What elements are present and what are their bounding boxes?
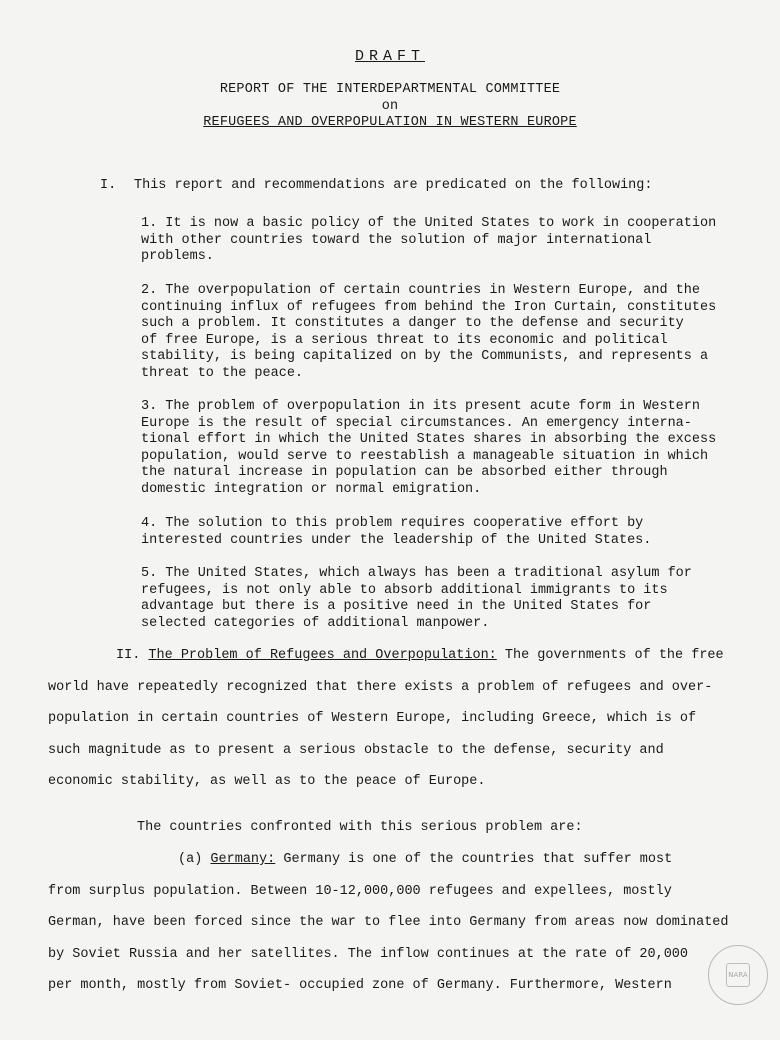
- list-item: 4. The solution to this problem requires cooperative effort by interested countries under the leadership of the United States.: [141, 516, 652, 548]
- report-subject: REFUGEES AND OVERPOPULATION IN WESTERN EUROPE: [203, 115, 577, 130]
- report-title: REPORT OF THE INTERDEPARTMENTAL COMMITTEE: [219, 82, 561, 97]
- report-title-on: on: [381, 99, 399, 114]
- stamp-seal-icon: [726, 963, 750, 987]
- item-a-label: (a): [178, 852, 203, 867]
- list-item: 1. It is now a basic policy of the United States to work in cooperation with other countries toward the solution of major international problems.: [141, 216, 717, 264]
- section-1-intro-text: This report and recommendations are predicated on the following:: [134, 178, 653, 193]
- draft-title: DRAFT: [354, 48, 425, 65]
- list-item: 2. The overpopulation of certain countries in Western Europe, and the continuing influx of refugees from behind the Iron Curtain, constitutes such a problem. It constitutes a danger to the defense and security of free Europe, is a serious threat to its economic and political stability, is being capitalized on by the Communists, and represents a threat to the peace.: [141, 283, 717, 381]
- section-2-heading: The Problem of Refugees and Overpopulation:: [148, 648, 497, 663]
- list-item: 5. The United States, which always has been a traditional asylum for refugees, is not only able to absorb additional immigrants to its advantage but there is a positive need in the United States for selected categories of additional manpower.: [141, 566, 692, 631]
- section-2-text: The governments of the free world have repeatedly recognized that there exists a problem of refugees and over- population in certain countries of Western Europe, including Greece, which is of such magnitude as to present a serious obstacle to the defense, security and economic stability, as well as to the peace of Europe.: [48, 648, 724, 789]
- section-1-intro: [100, 178, 652, 193]
- list-item: 3. The problem of overpopulation in its present acute form in Western Europe is the result of special circumstances. An emergency interna- tional effort in which the United States shares in absorbing the excess population, would serve to reestablish a manageable situation in which the natural increase in population can be absorbed either through domestic integration or normal emigration.: [141, 399, 717, 497]
- section-2-paragraph: [48, 640, 748, 798]
- section-2-numeral: II.: [116, 648, 141, 663]
- countries-intro: The countries confronted with this serious problem are:: [137, 820, 583, 835]
- stamp-text: NARA: [728, 971, 748, 979]
- item-a-heading: Germany:: [210, 852, 276, 867]
- germany-paragraph: [48, 844, 748, 1002]
- item-a-text: Germany is one of the countries that suffer most from surplus population. Between 10-12,000,000 refugees and expellees, mostly German, have been forced since the war to flee into Germany from areas now dominated by Soviet Russia and her satellites. The inflow continues at the rate of 20,000 per month, mostly from Soviet- occupied zone of Germany. Furthermore, Western: [48, 852, 729, 993]
- archive-stamp: [708, 945, 768, 1005]
- section-1-numeral: I.: [100, 178, 117, 193]
